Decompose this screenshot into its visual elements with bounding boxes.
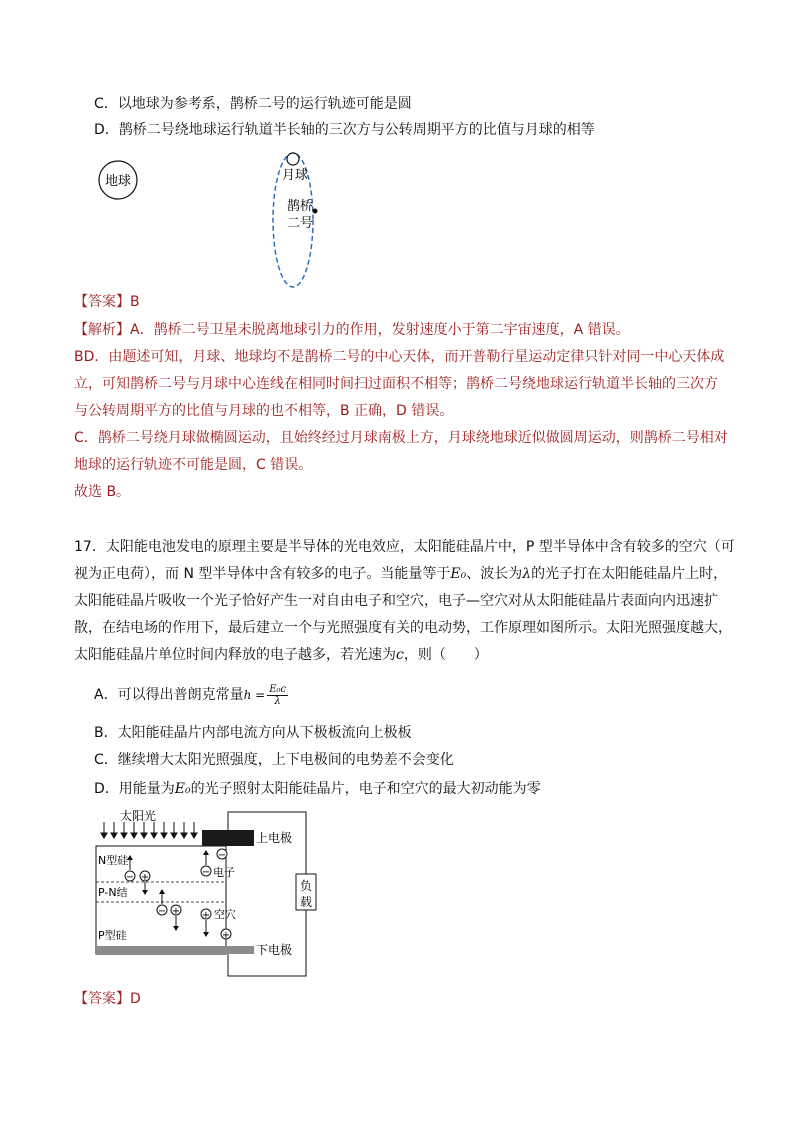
analysis-line-3: 立，可知鹊桥二号与月球中心连线在相同时间扫过面积不相等；鹊桥二号绕地球运行轨道半长轴的三次方	[74, 376, 718, 392]
analysis-line-4: 与公转周期平方的比值与月球的也不相等，B 正确，D 错误。	[74, 403, 454, 419]
symbol-c: c	[396, 647, 404, 663]
analysis-line-7: 故选 B。	[74, 484, 131, 500]
analysis-line-1: 【解析】A．鹊桥二号卫星未脱离地球引力的作用，发射速度小于第二宇宙速度，A 错误。	[74, 322, 630, 338]
earth-label: 地球	[104, 174, 132, 189]
symbol-h: h =	[243, 688, 266, 702]
answer-value-q17: D	[130, 991, 141, 1007]
answer-q17	[74, 989, 141, 1009]
queqiao-label-1: 鹊桥	[286, 199, 314, 214]
sunlight-arrows	[101, 822, 197, 838]
q17-option-a: A．可以得出普朗克常量h = $\frac{\text{E₀c}}{\lambda}$	[94, 683, 287, 707]
p-silicon-label: P型硅	[98, 929, 127, 942]
answer-prev	[74, 292, 140, 312]
queqiao-dot	[313, 209, 318, 214]
q17-option-d: D．用能量为E₀的光子照射太阳能硅晶片，电子和空穴的最大初动能为零	[94, 781, 541, 797]
electron-label: 电子	[213, 866, 235, 879]
svg-text:−: −	[125, 872, 135, 883]
q17-stem-line-3: 太阳能硅晶片吸收一个光子恰好产生一对自由电子和空穴，电子—空穴对从太阳能硅晶片表面向内迅速扩	[74, 593, 718, 609]
queqiao-label-2: 二号	[286, 216, 314, 231]
load-label-2: 载	[299, 895, 313, 909]
moon-label: 月球	[281, 168, 309, 183]
symbol-e0: E₀	[450, 566, 467, 582]
svg-text:−: −	[157, 906, 167, 917]
moon-circle	[287, 153, 299, 165]
top-electrode-label: 上电极	[256, 831, 293, 845]
q17-stem-line-4: 散，在结电场的作用下，最后建立一个与光照强度有关的电动势，工作原理如图所示。太阳光照强度越大，	[74, 620, 732, 636]
answer-label: 【答案】	[74, 294, 130, 310]
analysis-line-6: 地球的运行轨迹不可能是圆，C 错误。	[74, 457, 313, 473]
solar-cell-figure	[90, 806, 320, 984]
hole-label: 空穴	[214, 908, 236, 921]
analysis-label: 【解析】	[74, 322, 130, 338]
svg-text:+: +	[221, 930, 231, 941]
pn-junction-label: P-N结	[98, 886, 128, 899]
option-d-prev: D．鹊桥二号绕地球运行轨道半长轴的三次方与公转周期平方的比值与月球的相等	[94, 122, 595, 138]
orbit-figure	[96, 148, 336, 293]
answer-label-q17: 【答案】	[74, 991, 130, 1007]
q17-option-b: B．太阳能硅晶片内部电流方向从下极板流向上极板	[94, 725, 412, 741]
svg-text:+: +	[171, 906, 181, 917]
q17-stem-line-2: 视为正电荷），而 N 型半导体中含有较多的电子。当能量等于E₀、波长为λ的光子打在太阳能硅晶片上时，	[74, 566, 728, 582]
svg-text:−: −	[217, 850, 227, 861]
sunlight-label: 太阳光	[120, 809, 157, 823]
n-silicon-label: N型硅	[98, 854, 129, 867]
q17-stem-line-1: 17．太阳能电池发电的原理主要是半导体的光电效应，太阳能硅晶片中，P 型半导体中含有较多的空穴（可	[74, 539, 735, 555]
answer-value: B	[130, 294, 140, 310]
bottom-electrode	[96, 946, 254, 954]
symbol-lambda: λ	[522, 566, 532, 582]
analysis-line-5: C．鹊桥二号绕月球做椭圆运动，且始终经过月球南极上方，月球绕地球近似做圆周运动，则鹊桥二号相对	[74, 430, 728, 446]
load-label-1: 负	[299, 879, 313, 893]
q17-option-c: C．继续增大太阳光照强度，上下电极间的电势差不会变化	[94, 752, 454, 768]
top-electrode	[202, 830, 254, 846]
svg-text:+: +	[201, 910, 211, 921]
svg-text:−: −	[201, 867, 211, 878]
fraction-e0c-lambda: $\frac{\text{E₀c}}{\lambda}$	[269, 683, 287, 707]
analysis-line-2: BD．由题述可知，月球、地球均不是鹊桥二号的中心天体，而开普勒行星运动定律只针对同一中心天体成	[74, 349, 725, 365]
svg-text:+: +	[140, 872, 150, 883]
option-c-prev: C．以地球为参考系，鹊桥二号的运行轨迹可能是圆	[94, 96, 412, 112]
q17-stem-line-5: 太阳能硅晶片单位时间内释放的电子越多，若光速为c，则（ ）	[74, 647, 488, 663]
bottom-electrode-label: 下电极	[256, 943, 293, 957]
